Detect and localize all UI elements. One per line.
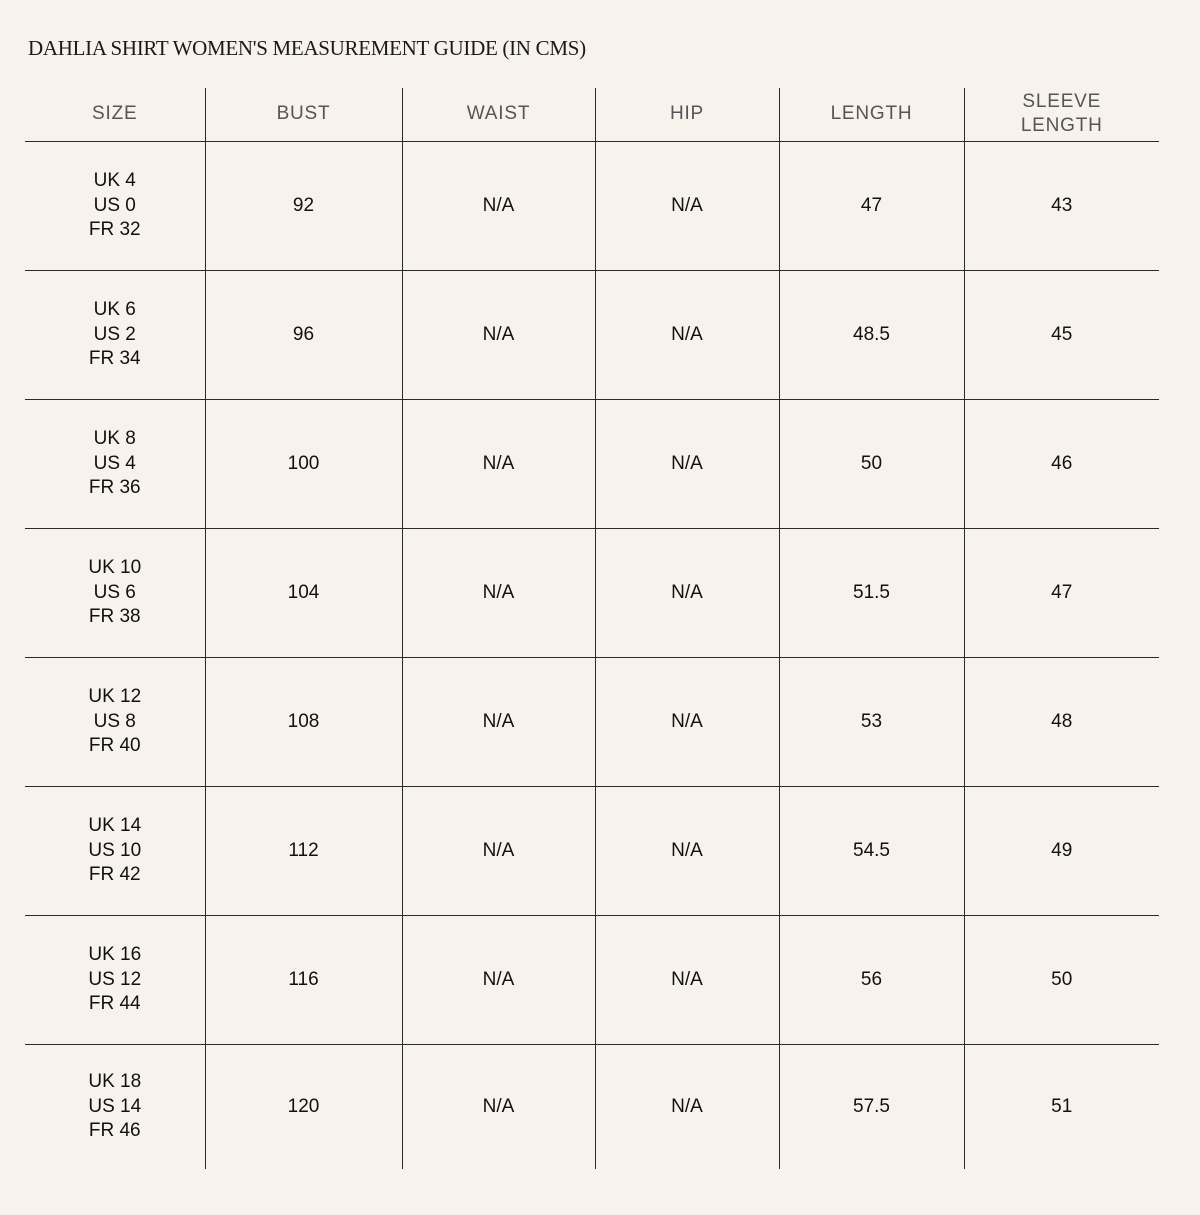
size-fr: FR 36: [88, 477, 141, 499]
header-hip: HIP: [595, 88, 779, 142]
bust-cell: 100: [205, 400, 402, 529]
size-us: US 14: [88, 1095, 142, 1117]
bust-cell: 116: [205, 916, 402, 1045]
size-cell: [25, 658, 205, 787]
hip-cell: N/A: [595, 400, 779, 529]
header-size: SIZE: [25, 88, 205, 142]
sleeve-length-cell: 51: [964, 1045, 1159, 1170]
header-sleeve-line2: LENGTH: [1020, 114, 1103, 136]
header-sleeve-line1: SLEEVE: [1022, 90, 1102, 112]
waist-cell: N/A: [402, 142, 595, 271]
hip-cell: N/A: [595, 1045, 779, 1170]
bust-cell: 92: [205, 142, 402, 271]
size-us: US 2: [93, 323, 136, 345]
size-cell: [25, 916, 205, 1045]
hip-cell: N/A: [595, 658, 779, 787]
length-cell: 50: [779, 400, 964, 529]
table-row: [25, 529, 1159, 658]
length-cell: 51.5: [779, 529, 964, 658]
sleeve-length-cell: 46: [964, 400, 1159, 529]
page-title: DAHLIA SHIRT WOMEN'S MEASUREMENT GUIDE (IN CMS): [28, 36, 586, 60]
size-uk: UK 16: [88, 944, 142, 966]
header-sleeve-length: [964, 88, 1159, 142]
table-row: [25, 400, 1159, 529]
size-us: US 12: [88, 968, 142, 990]
size-cell: [25, 1045, 205, 1170]
hip-cell: N/A: [595, 142, 779, 271]
size-uk: UK 6: [93, 299, 136, 321]
table-row: [25, 1045, 1159, 1170]
bust-cell: 104: [205, 529, 402, 658]
hip-cell: N/A: [595, 787, 779, 916]
size-us: US 10: [88, 839, 142, 861]
waist-cell: N/A: [402, 271, 595, 400]
table-row: [25, 142, 1159, 271]
header-length: LENGTH: [779, 88, 964, 142]
length-cell: 57.5: [779, 1045, 964, 1170]
length-cell: 53: [779, 658, 964, 787]
size-fr: FR 40: [88, 735, 141, 757]
waist-cell: N/A: [402, 658, 595, 787]
size-fr: FR 38: [88, 606, 141, 628]
sleeve-length-cell: 45: [964, 271, 1159, 400]
size-uk: UK 14: [88, 815, 142, 837]
size-fr: FR 32: [88, 219, 141, 241]
header-waist: WAIST: [402, 88, 595, 142]
size-uk: UK 8: [93, 428, 136, 450]
size-cell: [25, 400, 205, 529]
measurement-table: [25, 88, 1159, 1169]
bust-cell: 108: [205, 658, 402, 787]
table-header-row: [25, 88, 1159, 142]
size-uk: UK 18: [88, 1071, 142, 1093]
sleeve-length-cell: 50: [964, 916, 1159, 1045]
waist-cell: N/A: [402, 916, 595, 1045]
hip-cell: N/A: [595, 916, 779, 1045]
size-us: US 8: [93, 710, 136, 732]
size-cell: [25, 787, 205, 916]
size-uk: UK 4: [93, 170, 136, 192]
hip-cell: N/A: [595, 529, 779, 658]
sleeve-length-cell: 48: [964, 658, 1159, 787]
bust-cell: 120: [205, 1045, 402, 1170]
size-us: US 4: [93, 452, 136, 474]
table-row: [25, 658, 1159, 787]
bust-cell: 96: [205, 271, 402, 400]
size-fr: FR 44: [88, 993, 141, 1015]
bust-cell: 112: [205, 787, 402, 916]
waist-cell: N/A: [402, 787, 595, 916]
table-row: [25, 787, 1159, 916]
waist-cell: N/A: [402, 400, 595, 529]
waist-cell: N/A: [402, 529, 595, 658]
header-bust: BUST: [205, 88, 402, 142]
size-uk: UK 12: [88, 686, 142, 708]
table-row: [25, 916, 1159, 1045]
size-fr: FR 46: [88, 1120, 141, 1142]
sleeve-length-cell: 49: [964, 787, 1159, 916]
size-cell: [25, 529, 205, 658]
table-row: [25, 271, 1159, 400]
waist-cell: N/A: [402, 1045, 595, 1170]
size-fr: FR 42: [88, 864, 141, 886]
size-fr: FR 34: [88, 348, 141, 370]
length-cell: 54.5: [779, 787, 964, 916]
size-us: US 6: [93, 581, 136, 603]
size-uk: UK 10: [88, 557, 142, 579]
length-cell: 47: [779, 142, 964, 271]
length-cell: 48.5: [779, 271, 964, 400]
sleeve-length-cell: 43: [964, 142, 1159, 271]
hip-cell: N/A: [595, 271, 779, 400]
size-cell: [25, 142, 205, 271]
size-us: US 0: [93, 194, 136, 216]
sleeve-length-cell: 47: [964, 529, 1159, 658]
size-cell: [25, 271, 205, 400]
length-cell: 56: [779, 916, 964, 1045]
